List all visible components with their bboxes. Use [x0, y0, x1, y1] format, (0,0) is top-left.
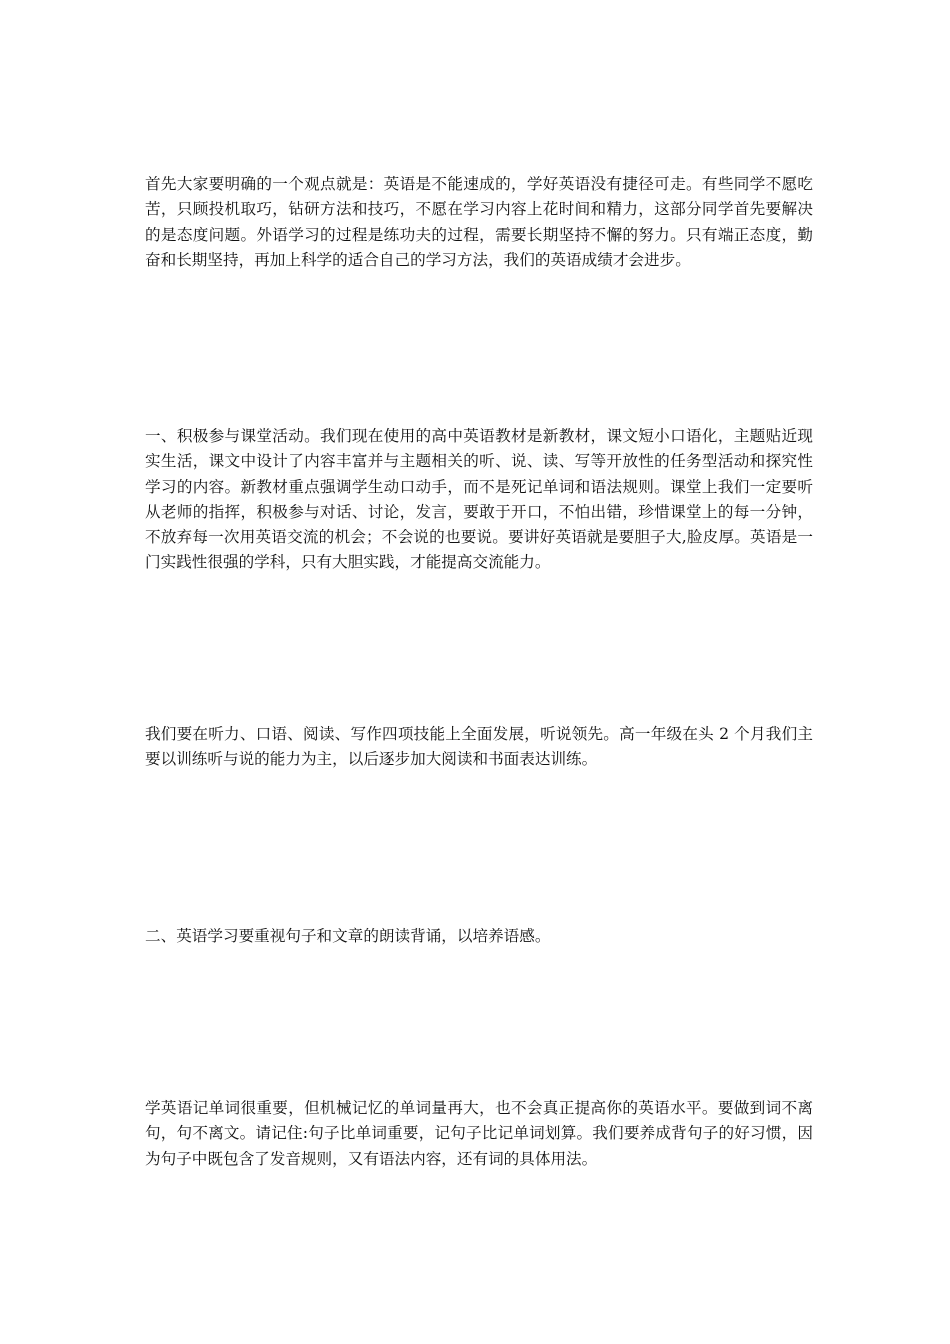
- paragraph-intro: 首先大家要明确的一个观点就是：英语是不能速成的，学好英语没有捷径可走。有些同学不愿吃苦，只顾投机取巧，钻研方法和技巧，不愿在学习内容上花时间和精力，这部分同学首先要解决的是态度问题。外语学习的过程是练功夫的过程，需要长期坚持不懈的努力。只有端正态度，勤奋和长期坚持，再加上科学的适合自己的学习方法，我们的英语成绩才会进步。: [145, 175, 813, 269]
- paragraph-vocabulary: 学英语记单词很重要，但机械记忆的单词量再大，也不会真正提高你的英语水平。要做到词不离句，句不离文。请记住:句子比单词重要，记句子比记单词划算。我们要养成背句子的好习惯，因为句子中既包含了发音规则，又有语法内容，还有词的具体用法。: [145, 1099, 813, 1168]
- paragraph-section-one: 一、积极参与课堂活动。我们现在使用的高中英语教材是新教材，课文短小口语化，主题贴近现实生活，课文中设计了内容丰富并与主题相关的听、说、读、写等开放性的任务型活动和探究性学习的内容。新教材重点强调学生动口动手，而不是死记单词和语法规则。课堂上我们一定要听从老师的指挥，积极参与对话、讨论，发言，要敢于开口，不怕出错，珍惜课堂上的每一分钟，不放弃每一次用英语交流的机会；不会说的也要说。要讲好英语就是要胆子大,脸皮厚。英语是一门实践性很强的学科，只有大胆实践，才能提高交流能力。: [145, 427, 813, 572]
- paragraph-skills: 我们要在听力、口语、阅读、写作四项技能上全面发展，听说领先。高一年级在头 2 个月我们主要以训练听与说的能力为主，以后逐步加大阅读和书面表达训练。: [145, 725, 813, 769]
- paragraph-section-two-heading: 二、英语学习要重视句子和文章的朗读背诵，以培养语感。: [145, 927, 551, 945]
